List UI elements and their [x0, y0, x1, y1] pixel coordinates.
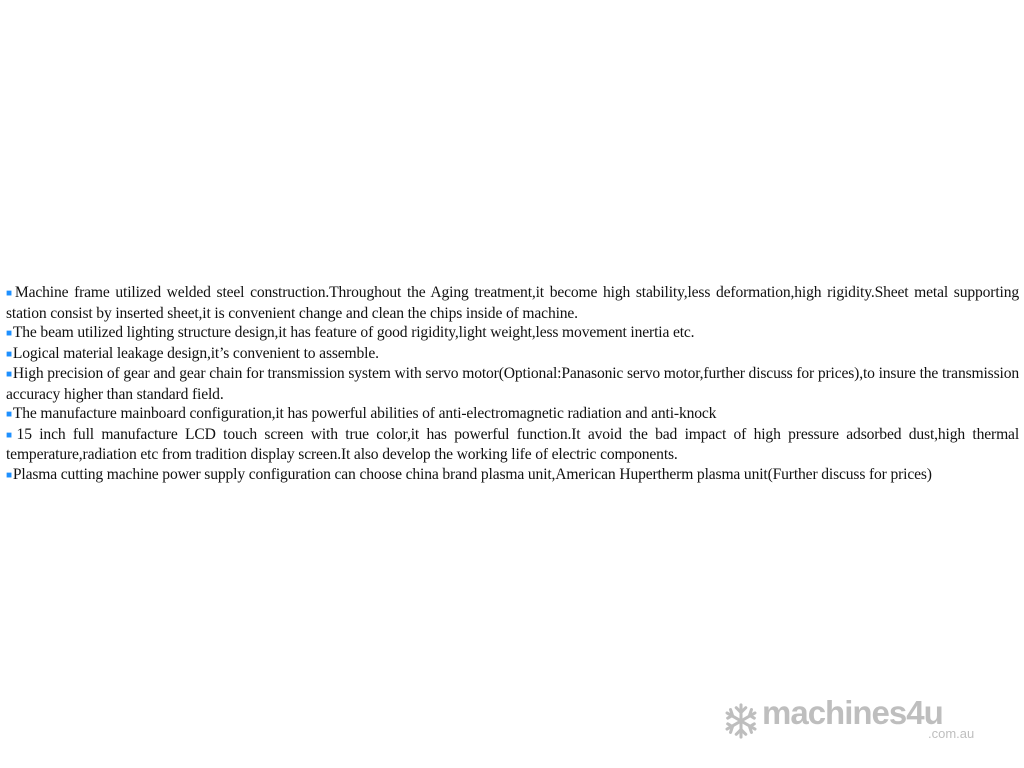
watermark-domain: .com.au	[928, 726, 975, 741]
bullet-icon: ■	[6, 469, 12, 481]
feature-text: Machine frame utilized welded steel construction.Throughout the Aging treatment,it become high stability,less deformation,high rigidity.Sheet metal supporting station consist by inserted sheet,it is convenient change and clean the chips inside of machine.	[6, 284, 1019, 322]
feature-item	[6, 283, 1019, 323]
feature-item	[6, 323, 1019, 344]
feature-text: The manufacture mainboard configuration,it has powerful abilities of anti-electromagnetic radiation and anti-knock	[12, 405, 717, 422]
watermark-brand: machines4u	[762, 694, 943, 731]
feature-item	[6, 465, 1019, 486]
feature-item	[6, 425, 1019, 465]
bullet-icon: ■	[6, 429, 16, 441]
feature-text: The beam utilized lighting structure design,it has feature of good rigidity,light weight,less movement inertia etc.	[12, 324, 695, 341]
feature-item	[6, 404, 1019, 425]
feature-text: High precision of gear and gear chain for transmission system with servo motor(Optional:Panasonic servo motor,further discuss for prices),to insure the transmission accuracy higher than standard field.	[6, 365, 1019, 403]
feature-text: Logical material leakage design,it’s convenient to assemble.	[12, 344, 379, 362]
feature-text: 15 inch full manufacture LCD touch screen with true color,it has powerful function.It avoid the bad impact of high pressure adsorbed dust,high thermal temperature,radiation etc from tradition display screen.It also develop the working life of electric components.	[6, 425, 1020, 463]
bullet-icon: ■	[6, 288, 14, 299]
bullet-icon: ■	[6, 348, 12, 360]
feature-text: Plasma cutting machine power supply configuration can choose china brand plasma unit,American Hupertherm plasma unit(Further discuss for prices)	[12, 465, 932, 483]
watermark-logo	[722, 694, 992, 744]
feature-list	[6, 283, 1019, 485]
feature-item	[6, 364, 1019, 404]
snowflake-icon	[722, 702, 760, 740]
feature-item	[6, 344, 1019, 365]
bullet-icon: ■	[6, 409, 12, 420]
bullet-icon: ■	[6, 369, 12, 380]
bullet-icon: ■	[6, 328, 12, 339]
